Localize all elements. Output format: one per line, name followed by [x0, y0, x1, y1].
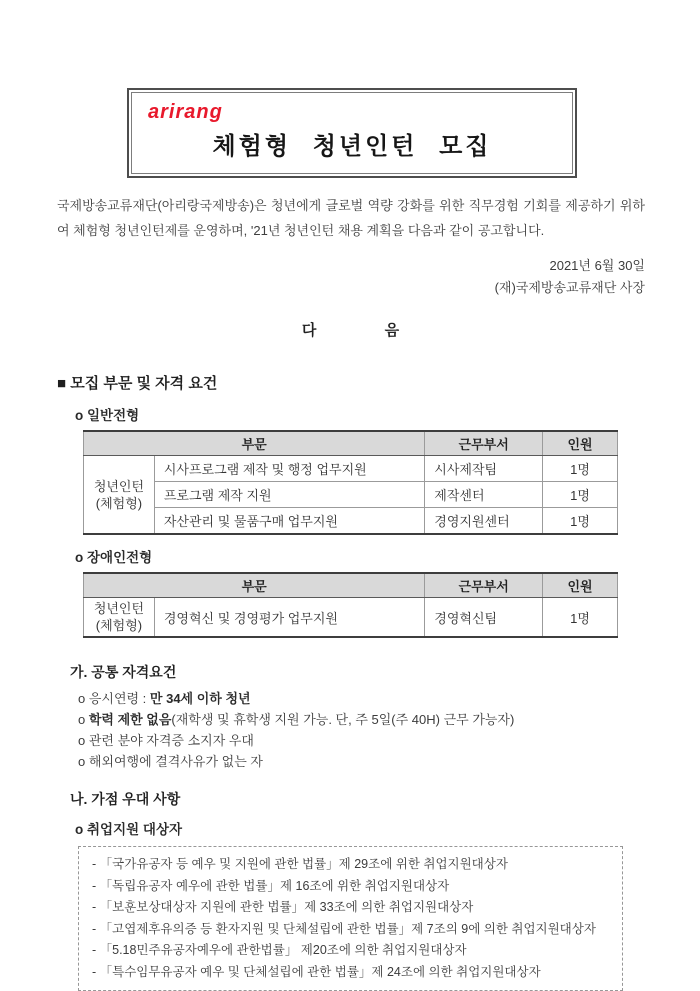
header-cell-part: 부문 [84, 431, 425, 456]
count-cell: 1명 [543, 456, 618, 482]
announcement-signer: (재)국제방송교류재단 사장 [494, 280, 645, 295]
preference-item: - 「특수임무유공자 예우 및 단체설립에 관한 법률」제 24조에 의한 취업지원대상자 [92, 964, 541, 979]
header-cell-part: 부문 [84, 573, 425, 598]
group-line2: (체험형) [95, 618, 143, 633]
group-line2: (체험형) [95, 495, 143, 511]
group-cell [84, 598, 155, 638]
part-cell: 프로그램 제작 지원 [154, 482, 424, 508]
count-cell: 1명 [543, 508, 618, 535]
table-row [84, 508, 618, 535]
section-recruitment-title: ■ 모집 부문 및 자격 요건 [57, 375, 218, 392]
part-cell: 자산관리 및 물품구매 업무지원 [154, 508, 424, 535]
general-track-label: o 일반전형 [75, 408, 140, 423]
preference-item: - 「국가유공자 등 예우 및 지원에 관한 법률」제 29조에 위한 취업지원대상자 [92, 857, 508, 871]
arirang-logo: arirang [148, 101, 223, 123]
requirement-text: (재학생 및 휴학생 지원 가능. 단, 주 5일(주 40H) 근무 가능자) [171, 712, 515, 727]
table-row [84, 456, 618, 482]
common-requirements-list [57, 688, 645, 772]
announcement-date: 2021년 6월 30일 [549, 258, 645, 273]
table-header-row [84, 431, 618, 456]
title-box [127, 88, 577, 178]
requirement-bold: 학력 제한 없음 [88, 712, 172, 727]
preference-item: - 「보훈보상대상자 지원에 관한 법률」제 33조에 의한 취업지원대상자 [92, 900, 474, 914]
requirement-item [78, 688, 645, 709]
group-line1: 청년인턴 [93, 601, 145, 616]
header-cell-count: 인원 [543, 431, 618, 456]
part-cell: 시사프로그램 제작 및 행정 업무지원 [154, 456, 424, 482]
dept-cell: 경영혁신팀 [425, 598, 543, 638]
dept-cell: 경영지원센터 [425, 508, 543, 535]
header-cell-count: 인원 [543, 573, 618, 598]
table-header-row [84, 573, 618, 598]
requirement-text: o 관련 분야 자격증 소지자 우대 [78, 733, 254, 748]
count-cell: 1명 [543, 598, 618, 638]
date-signer-block [57, 255, 645, 299]
requirement-item [78, 709, 645, 730]
preference-item: - 「독립유공자 예우에 관한 법률」제 16조에 위한 취업지원대상자 [92, 878, 450, 893]
requirement-item [78, 751, 645, 772]
count-cell: 1명 [543, 482, 618, 508]
common-requirements-title: 가. 공통 자격요건 [70, 664, 177, 680]
preference-item: - 「5.18민주유공자예우에 관한법률」 제20조에 의한 취업지원대상자 [92, 943, 467, 957]
title-box-inner [131, 92, 573, 174]
dept-cell: 제작센터 [425, 482, 543, 508]
part-cell: 경영혁신 및 경영평가 업무지원 [154, 598, 424, 638]
requirement-text: o 해외여행에 결격사유가 없는 자 [78, 754, 263, 769]
preference-item: - 「고엽제후유의증 등 환자지원 및 단체설립에 관한 법률」제 7조의 9에 의한 취업지원대상자 [92, 921, 596, 936]
group-cell [84, 456, 155, 535]
intro-paragraph: 국제방송교류재단(아리랑국제방송)은 청년에게 글로벌 역량 강화를 위한 직무경험 기회를 제공하기 위하여 체험형 청년인턴제를 운영하며, '21년 청년인턴 채용 계획을 다음과 같이 공고합니다. [57, 198, 645, 238]
dept-cell: 시사제작팀 [425, 456, 543, 482]
general-track-table [83, 430, 618, 535]
bonus-sub-label: o 취업지원 대상자 [75, 822, 183, 837]
header-cell-dept: 근무부서 [425, 431, 543, 456]
bonus-section-title: 나. 가점 우대 사항 [70, 791, 181, 807]
header-cell-dept: 근무부서 [425, 573, 543, 598]
preference-box [78, 846, 623, 991]
requirement-text: o 응시연령 : [78, 691, 150, 706]
requirement-text: o [78, 712, 89, 727]
disabled-track-table [83, 572, 618, 638]
group-line1: 청년인턴 [93, 478, 145, 494]
disabled-track-label: o 장애인전형 [75, 550, 153, 565]
requirement-item [78, 730, 645, 751]
daum-divider-text: 다 음 [301, 322, 401, 339]
requirement-bold: 만 34세 이하 청년 [149, 691, 251, 706]
table-row [84, 482, 618, 508]
table-row [84, 598, 618, 638]
document-title: 체험형 청년인턴 모집 [212, 133, 492, 160]
